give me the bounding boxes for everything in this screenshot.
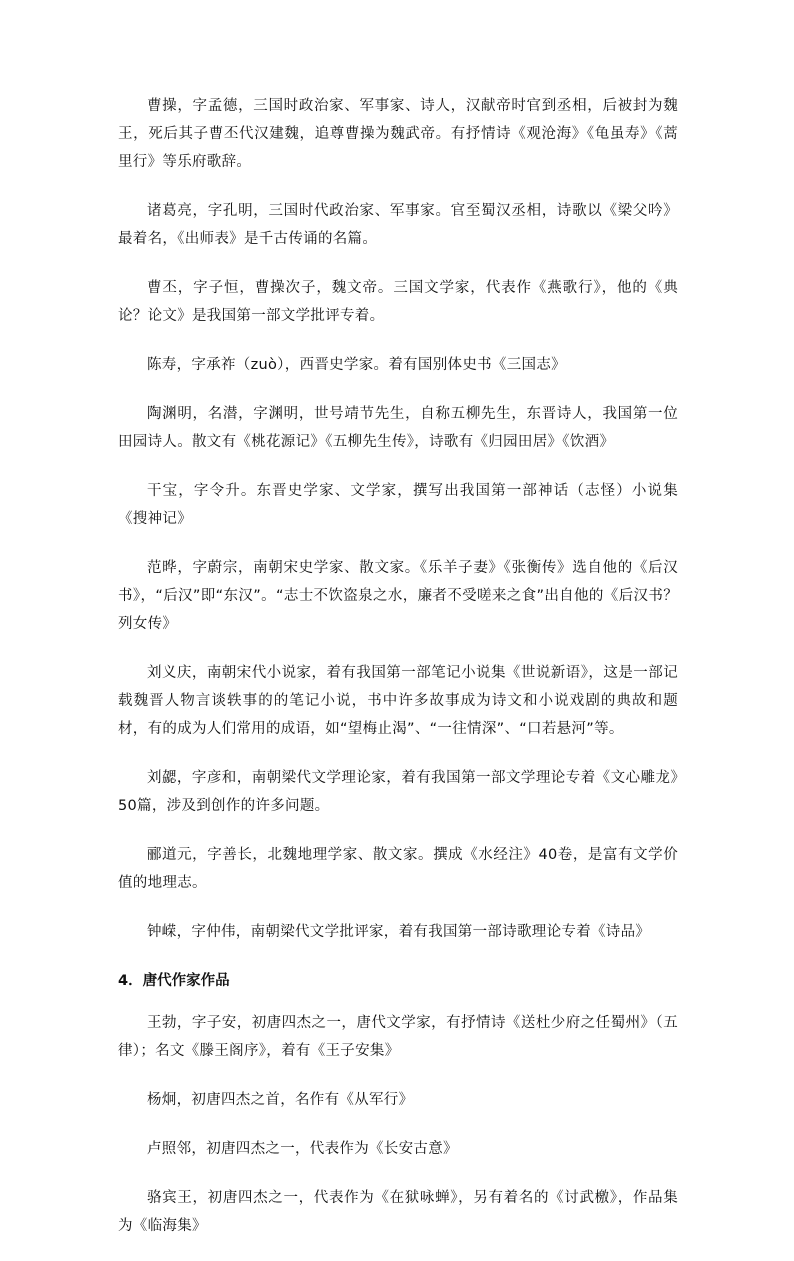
paragraph-yang-jiong: 杨炯，初唐四杰之首，名作有《从军行》 bbox=[147, 1092, 414, 1108]
paragraph-liu-xie: 刘勰，字彦和，南朝梁代文学理论家，着有我国第一部文学理论专着《文心雕龙》50篇，涉及到创作的许多问题。 bbox=[118, 770, 678, 814]
paragraph-liu-yiqing: 刘义庆，南朝宋代小说家，着有我国第一部笔记小说集《世说新语》，这是一部记载魏晋人物言谈轶事的的笔记小说，书中许多故事成为诗文和小说戏剧的典故和题材，有的成为人们常用的成语，如“望梅止渴”、“一往情深”、“口若悬河”等。 bbox=[118, 665, 678, 737]
paragraph-li-daoyuan: 郦道元，字善长，北魏地理学家、散文家。撰成《水经注》40卷，是富有文学价值的地理志。 bbox=[118, 847, 678, 891]
section-heading: 4．唐代作家作品 bbox=[118, 973, 230, 989]
paragraph-zhong-rong: 钟嵘，字仲伟，南朝梁代文学批评家，着有我国第一部诗歌理论专着《诗品》 bbox=[147, 924, 651, 940]
paragraph-fan-ye: 范晔，字蔚宗，南朝宋史学家、散文家。《乐羊子妻》《张衡传》选自他的《后汉书》，“后汉”即“东汉”。“志士不饮盗泉之水，廉者不受嗟来之食”出自他的《后汉书？列女传》 bbox=[118, 560, 678, 632]
paragraph-chen-shou: 陈寿，字承祚（zuò），西晋史学家。着有国别体史书《三国志》 bbox=[147, 357, 566, 373]
paragraph-tao-yuanming: 陶渊明，名潜，字渊明，世号靖节先生，自称五柳先生，东晋诗人，我国第一位田园诗人。散文有《桃花源记》《五柳先生传》，诗歌有《归园田居》《饮酒》 bbox=[118, 406, 678, 450]
document-body bbox=[118, 92, 678, 1261]
paragraph-zhuge-liang: 诸葛亮，字孔明，三国时代政治家、军事家。官至蜀汉丞相，诗歌以《梁父吟》最着名，《出师表》是千古传诵的名篇。 bbox=[118, 203, 678, 247]
paragraph-wang-bo: 王勃，字子安，初唐四杰之一，唐代文学家，有抒情诗《送杜少府之任蜀州》（五律）；名文《滕王阁序》，着有《王子安集》 bbox=[118, 1015, 678, 1059]
paragraph-luo-binwang: 骆宾王，初唐四杰之一，代表作为《在狱咏蝉》，另有着名的《讨武檄》，作品集为《临海集》 bbox=[118, 1190, 678, 1234]
paragraph-gan-bao: 干宝，字令升。东晋史学家、文学家，撰写出我国第一部神话（志怪）小说集《搜神记》 bbox=[118, 483, 678, 527]
paragraph-lu-zhaolin: 卢照邻，初唐四杰之一，代表作为《长安古意》 bbox=[147, 1141, 458, 1157]
paragraph-cao-cao: 曹操，字孟德，三国时政治家、军事家、诗人，汉献帝时官到丞相，后被封为魏王，死后其子曹丕代汉建魏，追尊曹操为魏武帝。有抒情诗《观沧海》《龟虽寿》《蒿里行》等乐府歌辞。 bbox=[118, 98, 678, 170]
paragraph-cao-pi: 曹丕，字子恒，曹操次子，魏文帝。三国文学家，代表作《燕歌行》，他的《典论？论文》是我国第一部文学批评专着。 bbox=[118, 280, 678, 324]
